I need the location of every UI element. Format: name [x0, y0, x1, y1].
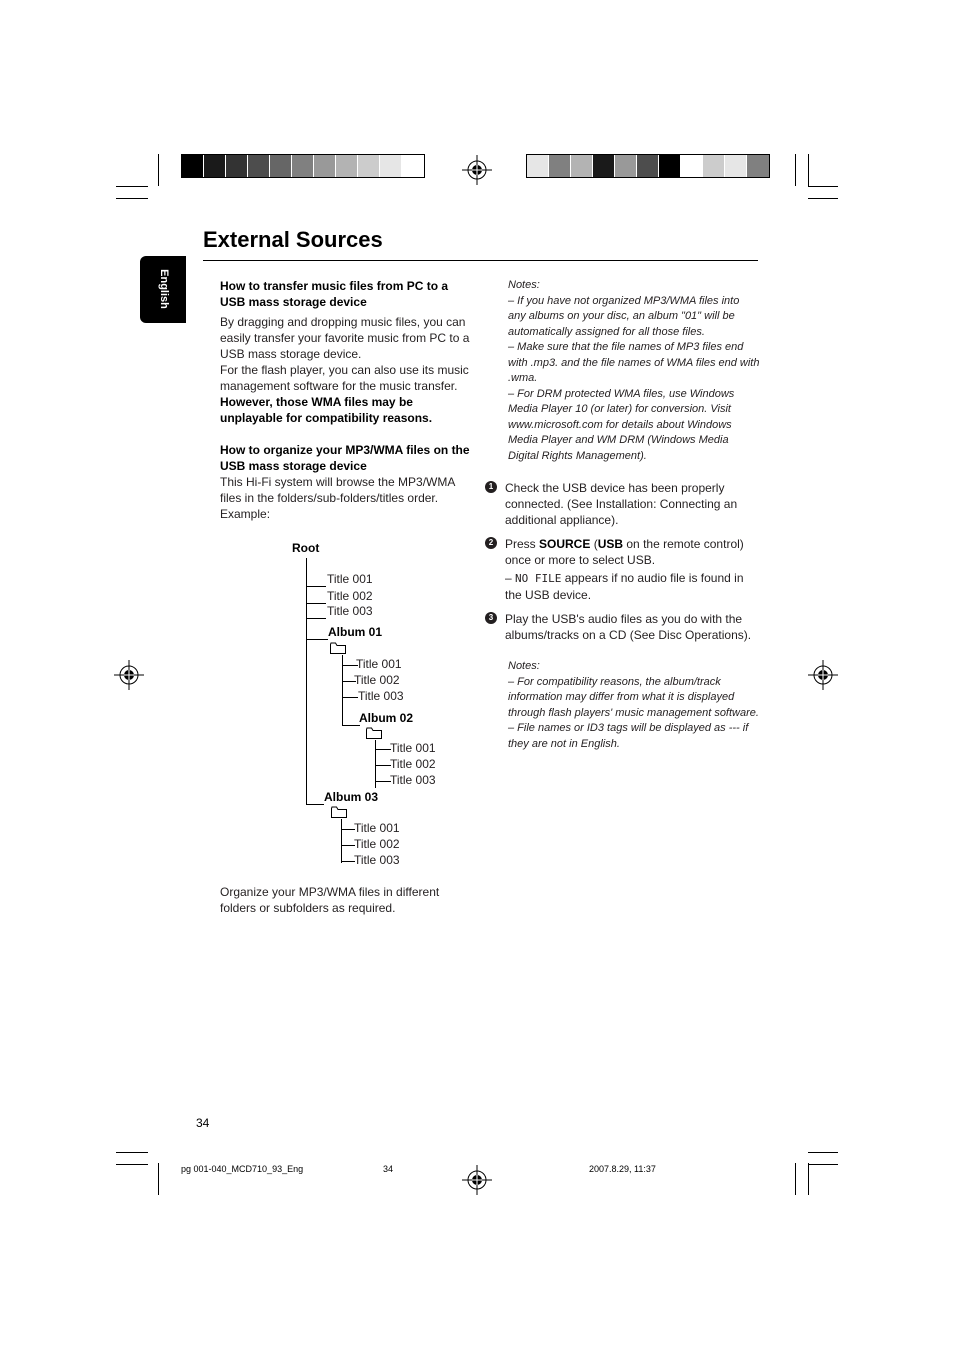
tree-item: Title 003 — [358, 689, 404, 703]
color-bar-left — [181, 154, 425, 178]
color-swatch — [204, 155, 226, 177]
color-swatch — [380, 155, 402, 177]
tree-item: Title 003 — [327, 604, 373, 618]
color-swatch — [226, 155, 248, 177]
color-swatch — [248, 155, 270, 177]
color-swatch — [336, 155, 358, 177]
note-item: – Make sure that the file names of MP3 files end with .mp3. and the file names of WMA files end with .wma. — [508, 341, 760, 384]
section-heading-transfer: How to transfer music files from PC to a USB mass storage device — [220, 279, 449, 309]
tree-item: Title 003 — [390, 773, 436, 787]
color-swatch — [402, 155, 424, 177]
step-number-icon: 1 — [485, 481, 497, 493]
color-swatch — [725, 155, 747, 177]
tree-album-label: Album 03 — [324, 790, 379, 804]
folder-icon — [331, 806, 347, 818]
title-rule — [203, 260, 758, 261]
paragraph-browse-order: This Hi-Fi system will browse the MP3/WMA files in the folders/sub-folders/titles order. Example: — [220, 475, 455, 521]
section-heading-organize: How to organize your MP3/WMA files on the USB mass storage device — [220, 443, 470, 473]
step-number-icon: 2 — [485, 537, 497, 549]
registration-mark-icon — [114, 660, 144, 690]
step-2 — [485, 536, 760, 603]
page-number: 34 — [196, 1116, 210, 1130]
display-text: NO FILE — [515, 572, 562, 585]
tree-item: Title 001 — [390, 741, 436, 755]
notes-block-1 — [508, 278, 760, 464]
registration-mark-icon — [808, 660, 838, 690]
color-swatch — [182, 155, 204, 177]
color-swatch — [527, 155, 549, 177]
paragraph-drag-drop: By dragging and dropping music files, you can easily transfer your favorite music from PC to a USB mass storage device. — [220, 315, 470, 361]
folder-icon — [366, 727, 382, 739]
color-swatch — [549, 155, 571, 177]
language-tab — [140, 256, 186, 323]
tree-item: Title 002 — [327, 589, 373, 603]
color-swatch — [292, 155, 314, 177]
step-note-text: appears if no audio file is found in the USB device. — [505, 571, 744, 602]
notes-block-2 — [508, 659, 760, 752]
tree-item: Title 002 — [354, 673, 400, 687]
paragraph-wma-warning: However, those WMA files may be unplayable for compatibility reasons. — [220, 395, 433, 425]
slug-page: 34 — [383, 1164, 394, 1174]
note-item: – For DRM protected WMA files, use Windows Media Player 10 (or later) for conversion. Visit www.microsoft.com for details about Windows Media Player and WM DRM (Windows Media Digital Rights Management). — [508, 387, 735, 462]
paragraph-organize-hint: Organize your MP3/WMA files in different folders or subfolders as required. — [220, 885, 440, 915]
right-column — [485, 278, 760, 752]
folder-icon — [330, 642, 346, 654]
dash: – — [505, 571, 516, 585]
key-usb: USB — [597, 537, 624, 551]
paragraph-flash-player: For the flash player, you can also use its music management software for the music transfer. — [220, 363, 469, 393]
language-tab-label: English — [158, 269, 170, 309]
color-swatch — [681, 155, 703, 177]
step-text: on the remote control) once or more to select USB. — [505, 537, 744, 567]
tree-root-label: Root — [292, 541, 320, 555]
color-swatch — [270, 155, 292, 177]
color-swatch — [637, 155, 659, 177]
step-number-icon: 3 — [485, 612, 497, 624]
step-3 — [485, 611, 760, 643]
page-title: External Sources — [203, 227, 383, 252]
registration-mark-icon — [462, 155, 492, 185]
tree-item: Title 003 — [354, 853, 400, 867]
color-swatch — [615, 155, 637, 177]
color-swatch — [659, 155, 681, 177]
note-item: – File names or ID3 tags will be displayed as --- if they are not in English. — [508, 722, 749, 750]
step-1 — [485, 480, 760, 528]
tree-album-label: Album 01 — [328, 625, 383, 639]
note-item: – If you have not organized MP3/WMA files into any albums on your disc, an album "01" will be automatically assigned for all those files. — [508, 294, 740, 338]
note-item: – For compatibility reasons, the album/track information may differ from what it is displayed through flash players' music management software. — [508, 675, 759, 719]
color-swatch — [747, 155, 769, 177]
step-text: Press — [505, 537, 540, 551]
slug-date: 2007.8.29, 11:37 — [589, 1164, 656, 1174]
tree-item: Title 001 — [327, 572, 373, 586]
color-swatch — [593, 155, 615, 177]
color-swatch — [571, 155, 593, 177]
tree-item: Title 002 — [390, 757, 436, 771]
step-2-note — [505, 570, 760, 603]
notes-label: Notes: — [508, 279, 540, 291]
color-swatch — [358, 155, 380, 177]
step-text: Check the USB device has been properly connected. (See Installation: Connecting an additional appliance). — [505, 481, 738, 527]
color-swatch — [703, 155, 725, 177]
step-text: ( — [590, 537, 598, 551]
left-column — [220, 278, 470, 522]
notes-label: Notes: — [508, 660, 540, 672]
registration-mark-icon — [462, 1165, 492, 1195]
tree-album-label: Album 02 — [359, 711, 414, 725]
color-swatch — [314, 155, 336, 177]
tree-item: Title 002 — [354, 837, 400, 851]
tree-item: Title 001 — [354, 821, 400, 835]
step-text: Play the USB's audio files as you do with the albums/tracks on a CD (See Disc Operations). — [505, 612, 752, 642]
key-source: SOURCE — [539, 537, 591, 551]
tree-item: Title 001 — [356, 657, 402, 671]
color-bar-right — [526, 154, 770, 178]
slug-filename: pg 001-040_MCD710_93_Eng — [181, 1164, 304, 1174]
